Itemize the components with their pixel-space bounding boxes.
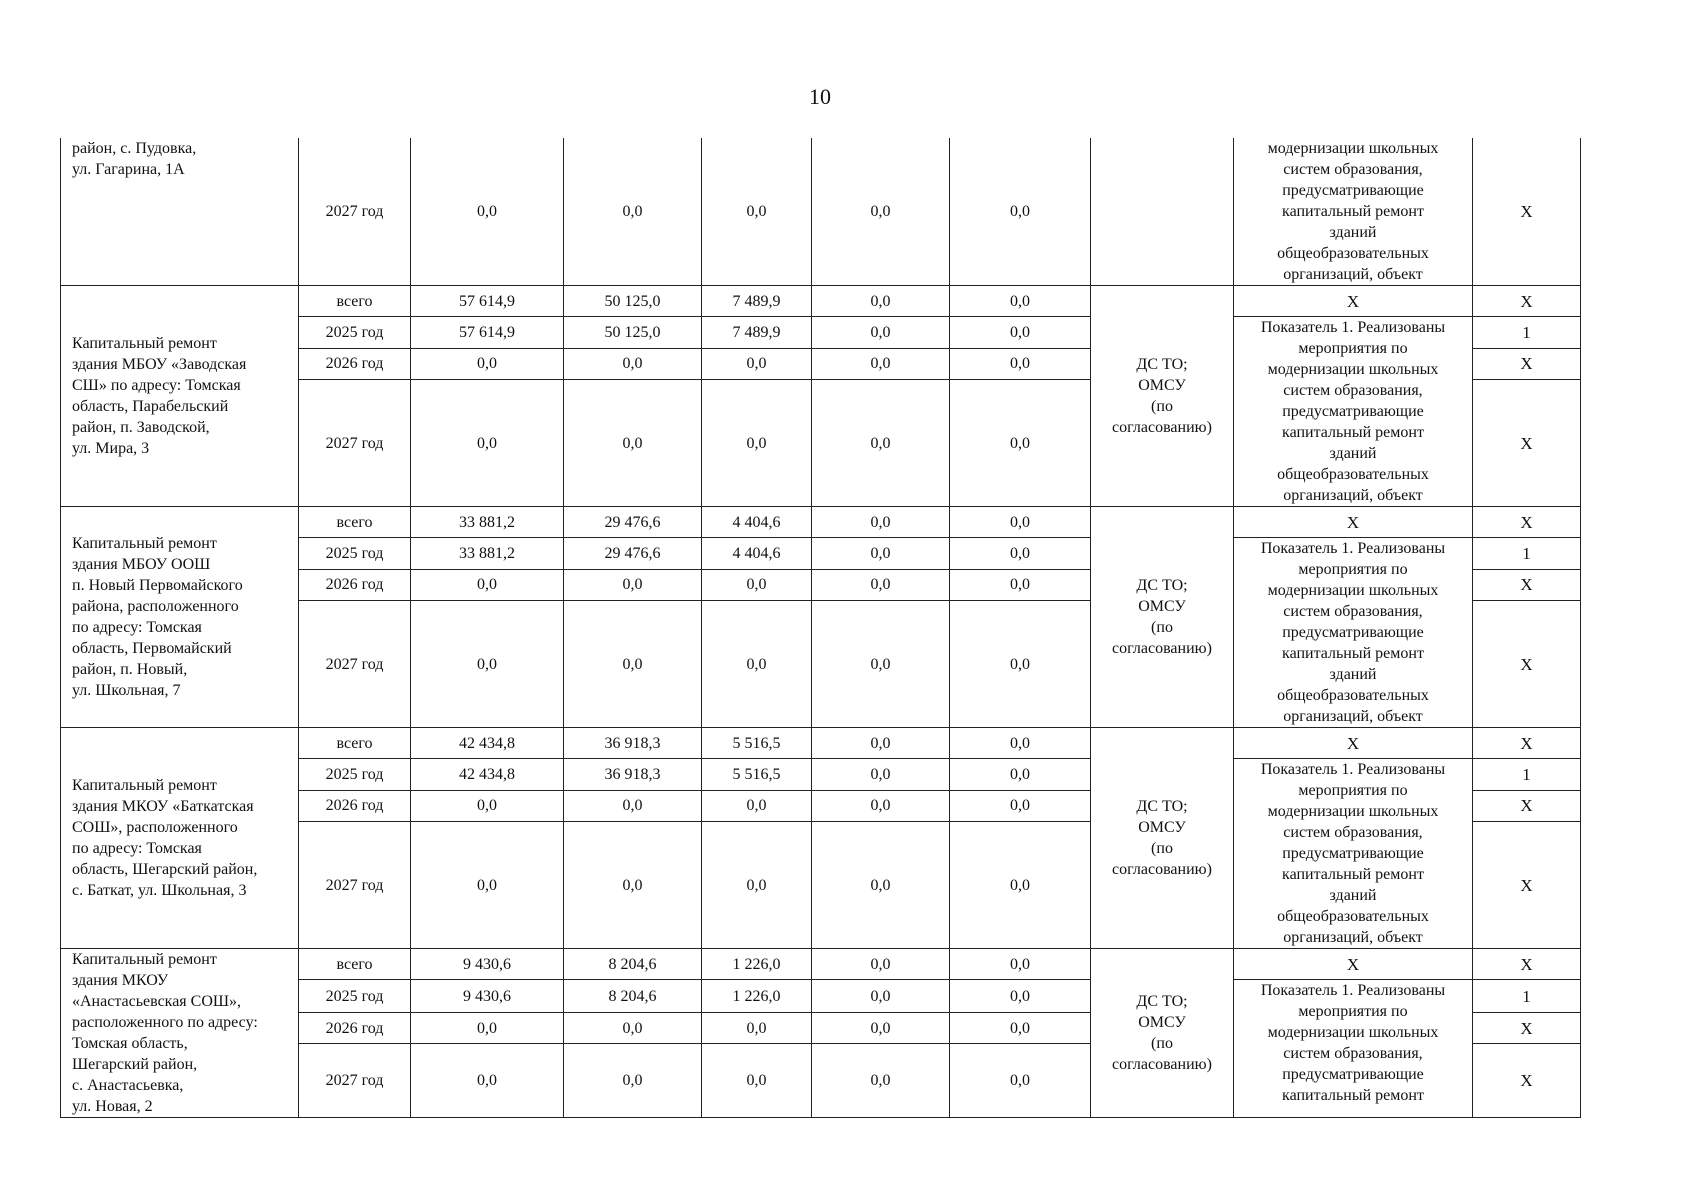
indicator-line: организаций, объект xyxy=(1283,487,1423,504)
object-name-line: здания МКОУ xyxy=(72,972,169,989)
object-name-line: ул. Школьная, 7 xyxy=(72,682,181,699)
object-name-cell xyxy=(61,949,299,1118)
indicator-line: капитальный ремонт xyxy=(1282,866,1424,883)
indicator-cell xyxy=(1234,138,1473,286)
table-row xyxy=(61,286,1581,317)
object-name-line: область, Шегарский район, xyxy=(72,861,258,878)
value-cell: 5 516,5 xyxy=(702,759,812,791)
object-name-line: района, расположенного xyxy=(72,598,239,615)
indicator-cell xyxy=(1234,538,1473,728)
indicator-line: модернизации школьных xyxy=(1267,803,1439,820)
value-cell: 33 881,2 xyxy=(411,538,564,570)
object-name-line: по адресу: Томская xyxy=(72,619,202,636)
object-name-line: район, п. Новый, xyxy=(72,661,188,678)
value-cell: 0,0 xyxy=(411,1044,564,1118)
value-cell: 0,0 xyxy=(950,317,1091,349)
value-cell: 4 404,6 xyxy=(702,538,812,570)
year-cell: 2025 год xyxy=(299,538,411,570)
value-cell: 0,0 xyxy=(812,286,950,317)
indicator-cell: Х xyxy=(1234,949,1473,980)
indicator-value-cell: 1 xyxy=(1473,980,1581,1013)
value-cell: 0,0 xyxy=(812,538,950,570)
value-cell: 0,0 xyxy=(812,822,950,949)
indicator-value-cell: Х xyxy=(1473,728,1581,759)
value-cell: 8 204,6 xyxy=(564,980,702,1013)
year-cell: 2026 год xyxy=(299,569,411,601)
object-name-line: Капитальный ремонт xyxy=(72,335,217,352)
responsible-line: согласованию) xyxy=(1112,640,1212,657)
indicator-line: зданий xyxy=(1329,445,1377,462)
value-cell: 0,0 xyxy=(950,138,1091,286)
value-cell: 0,0 xyxy=(411,569,564,601)
value-cell: 0,0 xyxy=(950,507,1091,538)
indicator-value-cell: Х xyxy=(1473,1013,1581,1044)
value-cell: 0,0 xyxy=(702,822,812,949)
object-name-line: область, Первомайский xyxy=(72,640,232,657)
value-cell: 0,0 xyxy=(812,949,950,980)
value-cell: 0,0 xyxy=(411,601,564,728)
object-name-line: Капитальный ремонт xyxy=(72,951,217,968)
indicator-line: мероприятия по xyxy=(1298,782,1408,799)
object-name-line: с. Баткат, ул. Школьная, 3 xyxy=(72,882,247,899)
value-cell: 0,0 xyxy=(564,1044,702,1118)
indicator-line: общеобразовательных xyxy=(1277,466,1429,483)
indicator-line: зданий xyxy=(1329,887,1377,904)
value-cell: 0,0 xyxy=(411,1013,564,1044)
object-name-line: область, Парабельский xyxy=(72,398,229,415)
year-cell: 2026 год xyxy=(299,790,411,822)
year-cell: всего xyxy=(299,286,411,317)
indicator-line: модернизации школьных xyxy=(1267,1024,1439,1041)
indicator-value-cell: Х xyxy=(1473,1044,1581,1118)
responsible-line: (по xyxy=(1151,398,1173,415)
indicator-line: организаций, объект xyxy=(1283,929,1423,946)
object-name-line: здания МБОУ «Заводская xyxy=(72,356,247,373)
object-name-cell xyxy=(61,286,299,507)
object-name-line: район, п. Заводской, xyxy=(72,419,210,436)
indicator-line: систем образования, xyxy=(1283,824,1423,841)
value-cell: 0,0 xyxy=(950,538,1091,570)
year-cell: 2027 год xyxy=(299,138,411,286)
responsible-line: ОМСУ xyxy=(1138,819,1186,836)
object-name-line: ул. Гагарина, 1А xyxy=(72,161,185,178)
value-cell: 0,0 xyxy=(950,1044,1091,1118)
value-cell: 0,0 xyxy=(812,138,950,286)
value-cell: 0,0 xyxy=(812,790,950,822)
object-name-line: Капитальный ремонт xyxy=(72,535,217,552)
indicator-value-cell: Х xyxy=(1473,949,1581,980)
year-cell: 2025 год xyxy=(299,317,411,349)
responsible-line: ДС ТО; xyxy=(1136,798,1188,815)
value-cell: 0,0 xyxy=(950,380,1091,507)
indicator-value-cell: Х xyxy=(1473,348,1581,380)
value-cell: 36 918,3 xyxy=(564,759,702,791)
indicator-line: систем образования, xyxy=(1283,1045,1423,1062)
value-cell: 0,0 xyxy=(950,822,1091,949)
indicator-line: систем образования, xyxy=(1283,382,1423,399)
indicator-cell: Х xyxy=(1234,728,1473,759)
table-row xyxy=(61,138,1581,286)
value-cell: 0,0 xyxy=(702,1044,812,1118)
value-cell: 0,0 xyxy=(950,949,1091,980)
responsible-cell xyxy=(1091,138,1234,286)
responsible-line: согласованию) xyxy=(1112,1056,1212,1073)
year-cell: 2027 год xyxy=(299,601,411,728)
value-cell: 0,0 xyxy=(702,601,812,728)
value-cell: 0,0 xyxy=(950,759,1091,791)
value-cell: 57 614,9 xyxy=(411,286,564,317)
value-cell: 0,0 xyxy=(411,138,564,286)
year-cell: 2026 год xyxy=(299,348,411,380)
value-cell: 42 434,8 xyxy=(411,759,564,791)
value-cell: 0,0 xyxy=(812,980,950,1013)
responsible-line: согласованию) xyxy=(1112,861,1212,878)
responsible-cell xyxy=(1091,949,1234,1118)
indicator-value-cell: Х xyxy=(1473,507,1581,538)
value-cell: 0,0 xyxy=(950,1013,1091,1044)
indicator-line: капитальный ремонт xyxy=(1282,645,1424,662)
value-cell: 0,0 xyxy=(702,348,812,380)
value-cell: 0,0 xyxy=(812,348,950,380)
object-name-line: Томская область, xyxy=(72,1035,188,1052)
indicator-cell xyxy=(1234,980,1473,1118)
indicator-line: мероприятия по xyxy=(1298,340,1408,357)
value-cell: 33 881,2 xyxy=(411,507,564,538)
indicator-line: Показатель 1. Реализованы xyxy=(1260,319,1446,336)
value-cell: 1 226,0 xyxy=(702,949,812,980)
indicator-line: зданий xyxy=(1329,224,1377,241)
value-cell: 0,0 xyxy=(950,980,1091,1013)
page-number: 10 xyxy=(809,84,831,109)
responsible-line: ОМСУ xyxy=(1138,598,1186,615)
table-row xyxy=(61,507,1581,538)
value-cell: 9 430,6 xyxy=(411,980,564,1013)
table-body xyxy=(61,138,1581,1118)
value-cell: 7 489,9 xyxy=(702,317,812,349)
indicator-value-cell: Х xyxy=(1473,569,1581,601)
value-cell: 0,0 xyxy=(812,1013,950,1044)
object-name-line: «Анастасьевская СОШ», xyxy=(72,993,242,1010)
value-cell: 0,0 xyxy=(564,601,702,728)
value-cell: 36 918,3 xyxy=(564,728,702,759)
responsible-line: (по xyxy=(1151,619,1173,636)
indicator-line: модернизации школьных xyxy=(1267,140,1439,157)
value-cell: 8 204,6 xyxy=(564,949,702,980)
value-cell: 0,0 xyxy=(812,317,950,349)
responsible-line: (по xyxy=(1151,840,1173,857)
indicator-value-cell: 1 xyxy=(1473,759,1581,791)
indicator-line: модернизации школьных xyxy=(1267,582,1439,599)
object-name-cell xyxy=(61,507,299,728)
value-cell: 0,0 xyxy=(812,728,950,759)
value-cell: 5 516,5 xyxy=(702,728,812,759)
indicator-line: общеобразовательных xyxy=(1277,245,1429,262)
object-name-cell xyxy=(61,728,299,949)
year-cell: 2027 год xyxy=(299,1044,411,1118)
year-cell: 2027 год xyxy=(299,822,411,949)
value-cell: 0,0 xyxy=(411,790,564,822)
indicator-line: капитальный ремонт xyxy=(1282,424,1424,441)
responsible-line: (по xyxy=(1151,1035,1173,1052)
indicator-value-cell: Х xyxy=(1473,790,1581,822)
indicator-line: модернизации школьных xyxy=(1267,361,1439,378)
value-cell: 0,0 xyxy=(564,138,702,286)
value-cell: 0,0 xyxy=(564,348,702,380)
object-name-line: п. Новый Первомайского xyxy=(72,577,243,594)
value-cell: 0,0 xyxy=(564,822,702,949)
year-cell: 2026 год xyxy=(299,1013,411,1044)
value-cell: 50 125,0 xyxy=(564,317,702,349)
indicator-value-cell: 1 xyxy=(1473,317,1581,349)
object-name-cell xyxy=(61,138,299,286)
year-cell: всего xyxy=(299,507,411,538)
indicator-cell xyxy=(1234,317,1473,507)
indicator-value-cell: Х xyxy=(1473,380,1581,507)
responsible-line: ОМСУ xyxy=(1138,377,1186,394)
value-cell: 0,0 xyxy=(812,601,950,728)
value-cell: 29 476,6 xyxy=(564,507,702,538)
value-cell: 0,0 xyxy=(950,348,1091,380)
object-name-line: здания МБОУ ООШ xyxy=(72,556,211,573)
indicator-cell: Х xyxy=(1234,507,1473,538)
year-cell: 2025 год xyxy=(299,759,411,791)
indicator-cell: Х xyxy=(1234,286,1473,317)
indicator-line: общеобразовательных xyxy=(1277,687,1429,704)
value-cell: 29 476,6 xyxy=(564,538,702,570)
indicator-value-cell: Х xyxy=(1473,138,1581,286)
object-name-line: с. Анастасьевка, xyxy=(72,1077,184,1094)
value-cell: 0,0 xyxy=(702,569,812,601)
value-cell: 0,0 xyxy=(411,822,564,949)
indicator-line: зданий xyxy=(1329,666,1377,683)
indicator-line: предусматривающие xyxy=(1282,182,1424,199)
responsible-line: ДС ТО; xyxy=(1136,993,1188,1010)
value-cell: 0,0 xyxy=(564,569,702,601)
year-cell: всего xyxy=(299,949,411,980)
indicator-value-cell: 1 xyxy=(1473,538,1581,570)
year-cell: 2025 год xyxy=(299,980,411,1013)
object-name-line: по адресу: Томская xyxy=(72,840,202,857)
responsible-line: согласованию) xyxy=(1112,419,1212,436)
indicator-line: предусматривающие xyxy=(1282,624,1424,641)
object-name-line: Капитальный ремонт xyxy=(72,777,217,794)
object-name-line: здания МКОУ «Баткатская xyxy=(72,798,254,815)
responsible-line: ДС ТО; xyxy=(1136,356,1188,373)
indicator-line: систем образования, xyxy=(1283,161,1423,178)
responsible-cell xyxy=(1091,286,1234,507)
year-cell: всего xyxy=(299,728,411,759)
indicator-line: предусматривающие xyxy=(1282,1066,1424,1083)
value-cell: 0,0 xyxy=(812,507,950,538)
table-row xyxy=(61,949,1581,980)
value-cell: 0,0 xyxy=(950,601,1091,728)
value-cell: 0,0 xyxy=(564,1013,702,1044)
program-table xyxy=(60,138,1581,1118)
indicator-line: систем образования, xyxy=(1283,603,1423,620)
object-name-line: район, с. Пудовка, xyxy=(72,140,197,157)
value-cell: 0,0 xyxy=(950,728,1091,759)
object-name-line: расположенного по адресу: xyxy=(72,1014,258,1031)
indicator-line: Показатель 1. Реализованы xyxy=(1260,540,1446,557)
value-cell: 4 404,6 xyxy=(702,507,812,538)
indicator-line: организаций, объект xyxy=(1283,708,1423,725)
value-cell: 57 614,9 xyxy=(411,317,564,349)
value-cell: 1 226,0 xyxy=(702,980,812,1013)
indicator-line: Показатель 1. Реализованы xyxy=(1260,761,1446,778)
indicator-cell xyxy=(1234,759,1473,949)
value-cell: 0,0 xyxy=(950,790,1091,822)
value-cell: 0,0 xyxy=(564,380,702,507)
indicator-value-cell: Х xyxy=(1473,822,1581,949)
indicator-line: капитальный ремонт xyxy=(1282,1087,1424,1104)
value-cell: 0,0 xyxy=(812,759,950,791)
object-name-line: ул. Новая, 2 xyxy=(72,1098,153,1115)
value-cell: 0,0 xyxy=(702,1013,812,1044)
value-cell: 0,0 xyxy=(812,1044,950,1118)
responsible-cell xyxy=(1091,728,1234,949)
indicator-value-cell: Х xyxy=(1473,601,1581,728)
indicator-value-cell: Х xyxy=(1473,286,1581,317)
indicator-line: предусматривающие xyxy=(1282,845,1424,862)
value-cell: 9 430,6 xyxy=(411,949,564,980)
value-cell: 0,0 xyxy=(812,380,950,507)
object-name-line: СОШ», расположенного xyxy=(72,819,238,836)
indicator-line: капитальный ремонт xyxy=(1282,203,1424,220)
value-cell: 0,0 xyxy=(411,380,564,507)
value-cell: 42 434,8 xyxy=(411,728,564,759)
indicator-line: предусматривающие xyxy=(1282,403,1424,420)
object-name-line: ул. Мира, 3 xyxy=(72,440,150,457)
value-cell: 0,0 xyxy=(564,790,702,822)
value-cell: 7 489,9 xyxy=(702,286,812,317)
value-cell: 0,0 xyxy=(411,348,564,380)
responsible-line: ОМСУ xyxy=(1138,1014,1186,1031)
responsible-line: ДС ТО; xyxy=(1136,577,1188,594)
value-cell: 0,0 xyxy=(702,138,812,286)
value-cell: 0,0 xyxy=(702,790,812,822)
indicator-line: мероприятия по xyxy=(1298,561,1408,578)
value-cell: 50 125,0 xyxy=(564,286,702,317)
value-cell: 0,0 xyxy=(702,380,812,507)
indicator-line: организаций, объект xyxy=(1283,266,1423,283)
table-row xyxy=(61,728,1581,759)
indicator-line: общеобразовательных xyxy=(1277,908,1429,925)
object-name-line: СШ» по адресу: Томская xyxy=(72,377,241,394)
indicator-line: Показатель 1. Реализованы xyxy=(1260,982,1446,999)
value-cell: 0,0 xyxy=(812,569,950,601)
value-cell: 0,0 xyxy=(950,286,1091,317)
responsible-cell xyxy=(1091,507,1234,728)
year-cell: 2027 год xyxy=(299,380,411,507)
indicator-line: мероприятия по xyxy=(1298,1003,1408,1020)
object-name-line: Шегарский район, xyxy=(72,1056,198,1073)
value-cell: 0,0 xyxy=(950,569,1091,601)
